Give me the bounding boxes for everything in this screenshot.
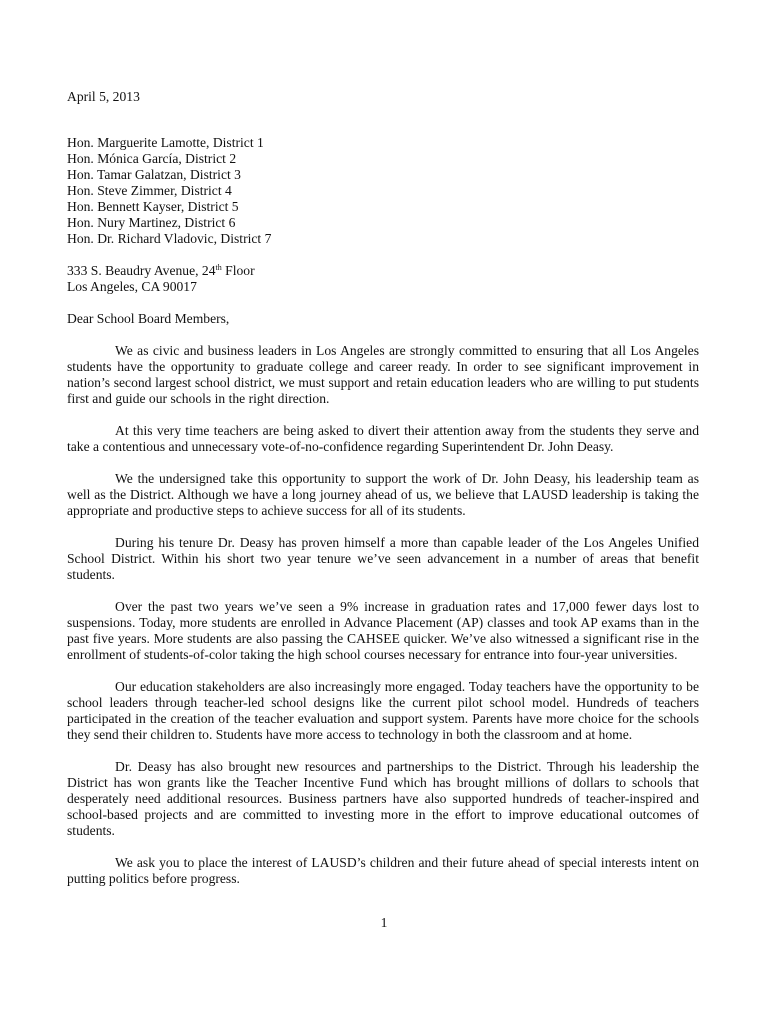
- body-paragraph: Over the past two years we’ve seen a 9% increase in graduation rates and 17,000 fewer days lost to suspensions. Today, more students are enrolled in Advance Placement (AP) classes and took AP exams than in the past five years. More students are also passing the CAHSEE quicker. We’ve also witnessed a significant rise in the enrollment of students-of-color taking the high school courses necessary for entrance into four-year universities.: [67, 599, 699, 662]
- address-street: [67, 263, 699, 279]
- salutation: Dear School Board Members,: [67, 311, 230, 326]
- address-street-ordinal: th: [215, 263, 222, 272]
- body-paragraph: We as civic and business leaders in Los Angeles are strongly committed to ensuring that all Los Angeles students have the opportunity to graduate college and career ready. In order to see significant improvement in nation’s second largest school district, we must support and retain education leaders who are willing to put students first and guide our schools in the right direction.: [67, 343, 699, 406]
- body-paragraph: During his tenure Dr. Deasy has proven himself a more than capable leader of the Los Angeles Unified School District. Within his short two year tenure we’ve seen advancement in a number of areas that benefit students.: [67, 535, 699, 582]
- recipient-line: Hon. Steve Zimmer, District 4: [67, 183, 232, 198]
- recipient-list: [67, 135, 699, 247]
- body-paragraph: Our education stakeholders are also increasingly more engaged. Today teachers have the opportunity to be school leaders through teacher-led school designs like the current pilot school model. Hundreds of teachers participated in the creation of the teacher evaluation and support system. Parents have more choice for the schools they send their children to. Students have more access to technology in both the classroom and at home.: [67, 679, 699, 742]
- body-paragraph: We ask you to place the interest of LAUSD’s children and their future ahead of special interests intent on putting politics before progress.: [67, 855, 699, 886]
- recipient-line: Hon. Tamar Galatzan, District 3: [67, 167, 241, 182]
- body-paragraph: At this very time teachers are being asked to divert their attention away from the students they serve and take a contentious and unnecessary vote-of-no-confidence regarding Superintendent Dr. John Deasy.: [67, 423, 699, 454]
- recipient-line: Hon. Mónica García, District 2: [67, 151, 237, 166]
- letter-page: [67, 89, 699, 887]
- recipient-line: Hon. Nury Martinez, District 6: [67, 215, 236, 230]
- mailing-address: [67, 263, 699, 295]
- address-street-prefix: 333 S. Beaudry Avenue, 24: [67, 263, 216, 278]
- recipient-line: Hon. Bennett Kayser, District 5: [67, 199, 239, 214]
- recipient-line: Hon. Marguerite Lamotte, District 1: [67, 135, 264, 150]
- page-number: 1: [380, 915, 388, 930]
- address-city: Los Angeles, CA 90017: [67, 279, 197, 294]
- body-paragraph: We the undersigned take this opportunity to support the work of Dr. John Deasy, his leadership team as well as the District. Although we have a long journey ahead of us, we believe that LAUSD leadership is taking the appropriate and productive steps to achieve success for all of its students.: [67, 471, 699, 518]
- recipient-line: Hon. Dr. Richard Vladovic, District 7: [67, 231, 272, 246]
- body-paragraph: Dr. Deasy has also brought new resources and partnerships to the District. Through his leadership the District has won grants like the Teacher Incentive Fund which has brought millions of dollars to schools that desperately need additional resources. Business partners have also supported hundreds of teacher-inspired and school-based projects and are committed to investing more in the effort to improve educational outcomes of students.: [67, 759, 699, 838]
- address-street-suffix: Floor: [221, 263, 255, 278]
- letter-date: April 5, 2013: [67, 89, 140, 104]
